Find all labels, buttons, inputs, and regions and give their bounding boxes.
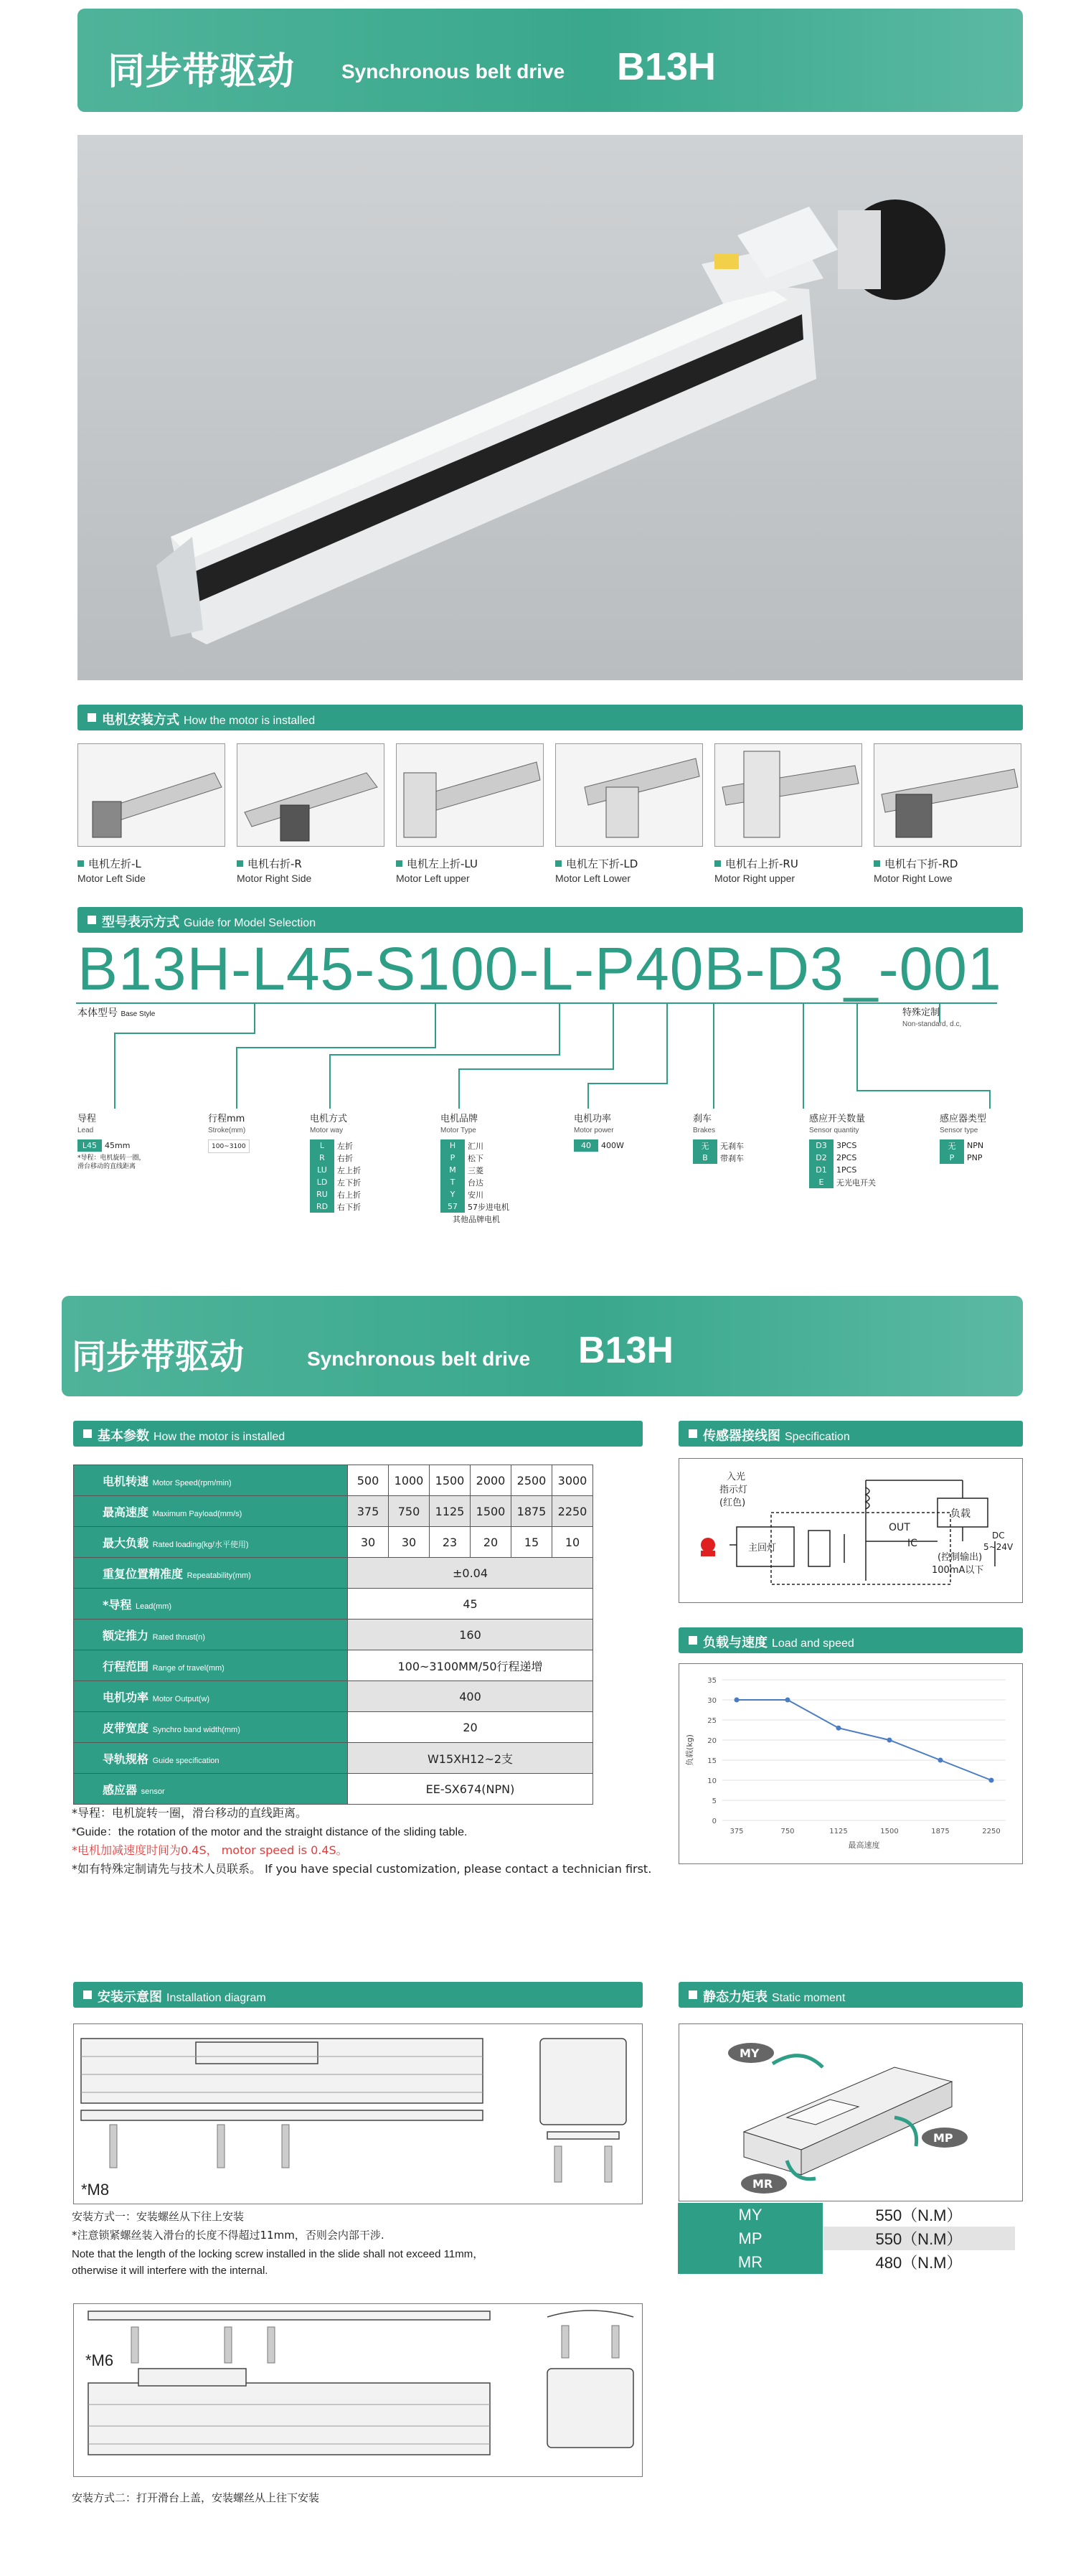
x-tick-label: 1875 — [931, 1828, 950, 1835]
y-tick-label: 10 — [707, 1777, 717, 1785]
chart-svg — [679, 1664, 1022, 1863]
section-title-cn: 安装示意图 — [98, 1990, 162, 2005]
sensor-load-label: 负载 — [950, 1508, 971, 1520]
mount-caption-lu: 电机左上折-LU Motor Left upper — [396, 857, 478, 884]
banner-model: B13H — [617, 45, 717, 88]
section-title-cn: 负载与速度 — [703, 1635, 768, 1650]
sensor-out-label: OUT — [889, 1522, 910, 1533]
mount-caption-rd: 电机右下折-RD Motor Right Lowe — [874, 857, 958, 884]
table-row: MR 480（N.M） — [678, 2250, 1015, 2274]
data-point — [836, 1726, 841, 1731]
section-title-cn: 传感器接线图 — [703, 1429, 780, 1444]
section-title-en: How the motor is installed — [154, 1431, 285, 1443]
sensor-qty-table: D3 3PCS D2 2PCS D1 1PCS E 无光电开关 — [809, 1139, 879, 1188]
moment-diagram — [679, 2023, 1023, 2201]
model-code: B13H-L45-S100-L-P40B-D3_-001 — [77, 935, 1002, 1002]
sensor-dc-label: DC — [992, 1531, 1005, 1541]
section-title-en: Static moment — [772, 1992, 846, 2004]
table-row: 额定推力 Rated thrust(n) 160 — [74, 1620, 593, 1650]
section-title-en: Load and speed — [772, 1637, 854, 1650]
header-banner-2 — [62, 1296, 1023, 1396]
table-row: 行程范围 Range of travel(mm) 100~3100MM/50行程递增 — [74, 1650, 593, 1681]
table-row: 重复位置精准度 Repeatability(mm) ±0.04 — [74, 1558, 593, 1589]
sensor-wiring-diagram — [679, 1458, 1023, 1603]
note-custom: *如有特殊定制请先与技术人员联系。 If you have special customization, please contact a technician first. — [72, 1862, 652, 1876]
brakes-table: 无 无刹车 B 带刹车 — [693, 1139, 747, 1164]
table-row: 电机转速 Motor Speed(rpm/min) 500 1000 1500 2000 2500 3000 — [74, 1465, 593, 1496]
banner-title-cn: 同步带驱动 — [108, 50, 295, 93]
square-icon — [83, 1990, 92, 1999]
table-row: 感应器 sensor EE-SX674(NPN) — [74, 1774, 593, 1805]
install-method-1: 安装方式一：安装螺丝从下往上安装 — [72, 2210, 245, 2223]
label-base-style: 本体型号 Base Style — [77, 1007, 156, 1019]
moment-axes-icon — [679, 2024, 1022, 2201]
table-row: *导程 Lead(mm) 45 — [74, 1589, 593, 1620]
sensor-volt-label: 5~24V — [983, 1542, 1014, 1552]
sensor-ic-label: IC — [907, 1538, 917, 1549]
sensor-ma-label: 100mA以下 — [932, 1565, 984, 1576]
table-row: 最大负载 Rated loading(kg/水平使用) 30 30 23 20 15 10 — [74, 1527, 593, 1558]
banner2-model: B13H — [578, 1330, 674, 1371]
motor-way-table: L 左折 R 右折 LU 左上折 LD 左下折 RU 右上折 RD 右下折 — [310, 1139, 364, 1213]
square-icon — [83, 1429, 92, 1438]
section-load-header — [679, 1627, 1023, 1653]
section-title-en: Specification — [785, 1431, 850, 1443]
x-tick-label: 1125 — [829, 1828, 848, 1835]
square-icon — [689, 1990, 697, 1999]
section-title-en: Installation diagram — [166, 1992, 266, 2004]
label-brakes: 刹车 Brakes — [693, 1114, 716, 1134]
x-tick-label: 750 — [780, 1828, 795, 1835]
label-special: 特殊定制 Non-standard, d.c, — [902, 1007, 962, 1028]
section-title-en: Guide for Model Selection — [184, 917, 316, 929]
y-tick-label: 35 — [707, 1677, 717, 1685]
section-title-cn: 电机安装方式 — [102, 713, 179, 728]
banner2-title-cn: 同步带驱动 — [72, 1337, 245, 1377]
params-table — [73, 1465, 593, 1805]
note-accel: *电机加减速度时间为0.4S， motor speed is 0.4S。 — [72, 1843, 348, 1857]
label-stroke: 行程mm Stroke(mm) — [208, 1114, 246, 1134]
section-title-en: How the motor is installed — [184, 715, 316, 727]
x-tick-label: 1500 — [880, 1828, 899, 1835]
model-leader-lines — [0, 0, 1086, 1263]
x-tick-label: 375 — [729, 1828, 744, 1835]
install-diagram-1 — [73, 2023, 643, 2204]
label-motor-way: 电机方式 Motor way — [310, 1114, 348, 1134]
table-row: 导轨规格 Guide specification W15XH12~2支 — [74, 1743, 593, 1774]
install-drawing-2-icon — [74, 2304, 642, 2476]
table-row: 皮带宽度 Synchro band width(mm) 20 — [74, 1712, 593, 1743]
section-title-cn: 型号表示方式 — [102, 915, 179, 930]
section-params-header — [73, 1421, 643, 1447]
note-guide: *Guide：the rotation of the motor and the straight distance of the sliding table. — [72, 1826, 468, 1838]
table-row: MP 550（N.M） — [678, 2227, 1015, 2250]
y-tick-label: 5 — [712, 1797, 717, 1805]
x-tick-label: 2250 — [982, 1828, 1001, 1835]
install-warn-en-1: Note that the length of the locking screw installed in the slide shall not exceed 11mm， — [72, 2248, 484, 2260]
sensor-ctrl-label: (控制输出) — [938, 1552, 983, 1563]
label-sensor-type: 感应器类型 Sensor type — [940, 1114, 987, 1134]
motor-type-table: H 汇川 P 松下 M 三菱 T 台达 Y 安川 57 57步进电机 其他品牌电机 — [440, 1139, 512, 1225]
sensor-light-label: 入光 — [727, 1472, 746, 1482]
motor-power-table: 40 400W — [574, 1139, 627, 1152]
stroke-table: 100~3100 — [208, 1139, 250, 1153]
y-tick-label: 15 — [707, 1757, 717, 1765]
mount-caption-ld: 电机左下折-LD Motor Left Lower — [555, 857, 638, 884]
load-speed-chart — [679, 1663, 1023, 1864]
table-row: 最高速度 Maximum Payload(mm/s) 375 750 1125 1500 1875 2250 — [74, 1496, 593, 1527]
section-sensor-header — [679, 1421, 1023, 1447]
label-lead: 导程 Lead — [77, 1114, 97, 1134]
y-tick-label: 25 — [707, 1717, 717, 1725]
y-tick-label: 30 — [707, 1697, 717, 1705]
sensor-main-label: 主回灯 — [748, 1543, 777, 1553]
table-row: MY 550（N.M） — [678, 2203, 1015, 2227]
data-point — [989, 1778, 994, 1783]
y-tick-label: 0 — [712, 1818, 717, 1825]
label-motor-power: 电机功率 Motor power — [574, 1114, 614, 1134]
install-warn-en-2: otherwise it will interfere with the internal. — [72, 2265, 268, 2277]
install-diagram-2 — [73, 2303, 643, 2477]
lead-table: L45 45mm — [77, 1139, 133, 1152]
x-axis-label: 最高速度 — [848, 1841, 880, 1850]
data-point — [785, 1698, 790, 1703]
mount-caption-l: 电机左折-L Motor Left Side — [77, 857, 146, 884]
mount-caption-ru: 电机右上折-RU Motor Right upper — [714, 857, 798, 884]
section-moment-header — [679, 1982, 1023, 2008]
screw-m8-label: *M8 — [81, 2181, 110, 2199]
moment-mp-label: MP — [933, 2131, 953, 2145]
data-point — [887, 1738, 892, 1743]
moment-my-label: MY — [740, 2046, 760, 2060]
data-point — [938, 1758, 943, 1763]
y-tick-label: 20 — [707, 1737, 717, 1745]
sensor-red-label: (红色) — [719, 1498, 746, 1508]
screw-m6-label: *M6 — [85, 2351, 114, 2369]
section-title-cn: 基本参数 — [98, 1429, 149, 1444]
install-method-2: 安装方式二：打开滑台上盖，安装螺丝从上往下安装 — [72, 2491, 320, 2504]
section-title-cn: 静态力矩表 — [703, 1990, 768, 2005]
label-motor-type: 电机品牌 Motor Type — [440, 1114, 478, 1134]
moment-table — [678, 2203, 1015, 2274]
moment-mr-label: MR — [752, 2177, 773, 2191]
sensor-indicator-label: 指示灯 — [719, 1485, 748, 1495]
sensor-type-table: 无 NPN P PNP — [940, 1139, 986, 1164]
banner-title-en: Synchronous belt drive — [341, 60, 565, 83]
label-sensor-qty: 感应开关数量 Sensor quantity — [809, 1114, 866, 1134]
y-axis-label: 负载(kg) — [685, 1734, 694, 1766]
section-install-diagram-header — [73, 1982, 643, 2008]
square-icon — [689, 1636, 697, 1645]
table-row: 电机功率 Motor Output(w) 400 — [74, 1681, 593, 1712]
lead-note: *导程：电机旋转一圈， 滑台移动的直线距离 — [77, 1155, 146, 1170]
install-warn-cn: *注意锁紧螺丝装入滑台的长度不得超过11mm，否则会内部干涉. — [72, 2229, 384, 2242]
install-drawing-1-icon — [74, 2024, 642, 2204]
data-point — [735, 1698, 740, 1703]
square-icon — [689, 1429, 697, 1438]
mount-caption-r: 电机右折-R Motor Right Side — [237, 857, 312, 884]
banner2-title-en: Synchronous belt drive — [307, 1348, 531, 1370]
note-lead: *导程：电机旋转一圈，滑台移动的直线距离。 — [72, 1806, 308, 1820]
